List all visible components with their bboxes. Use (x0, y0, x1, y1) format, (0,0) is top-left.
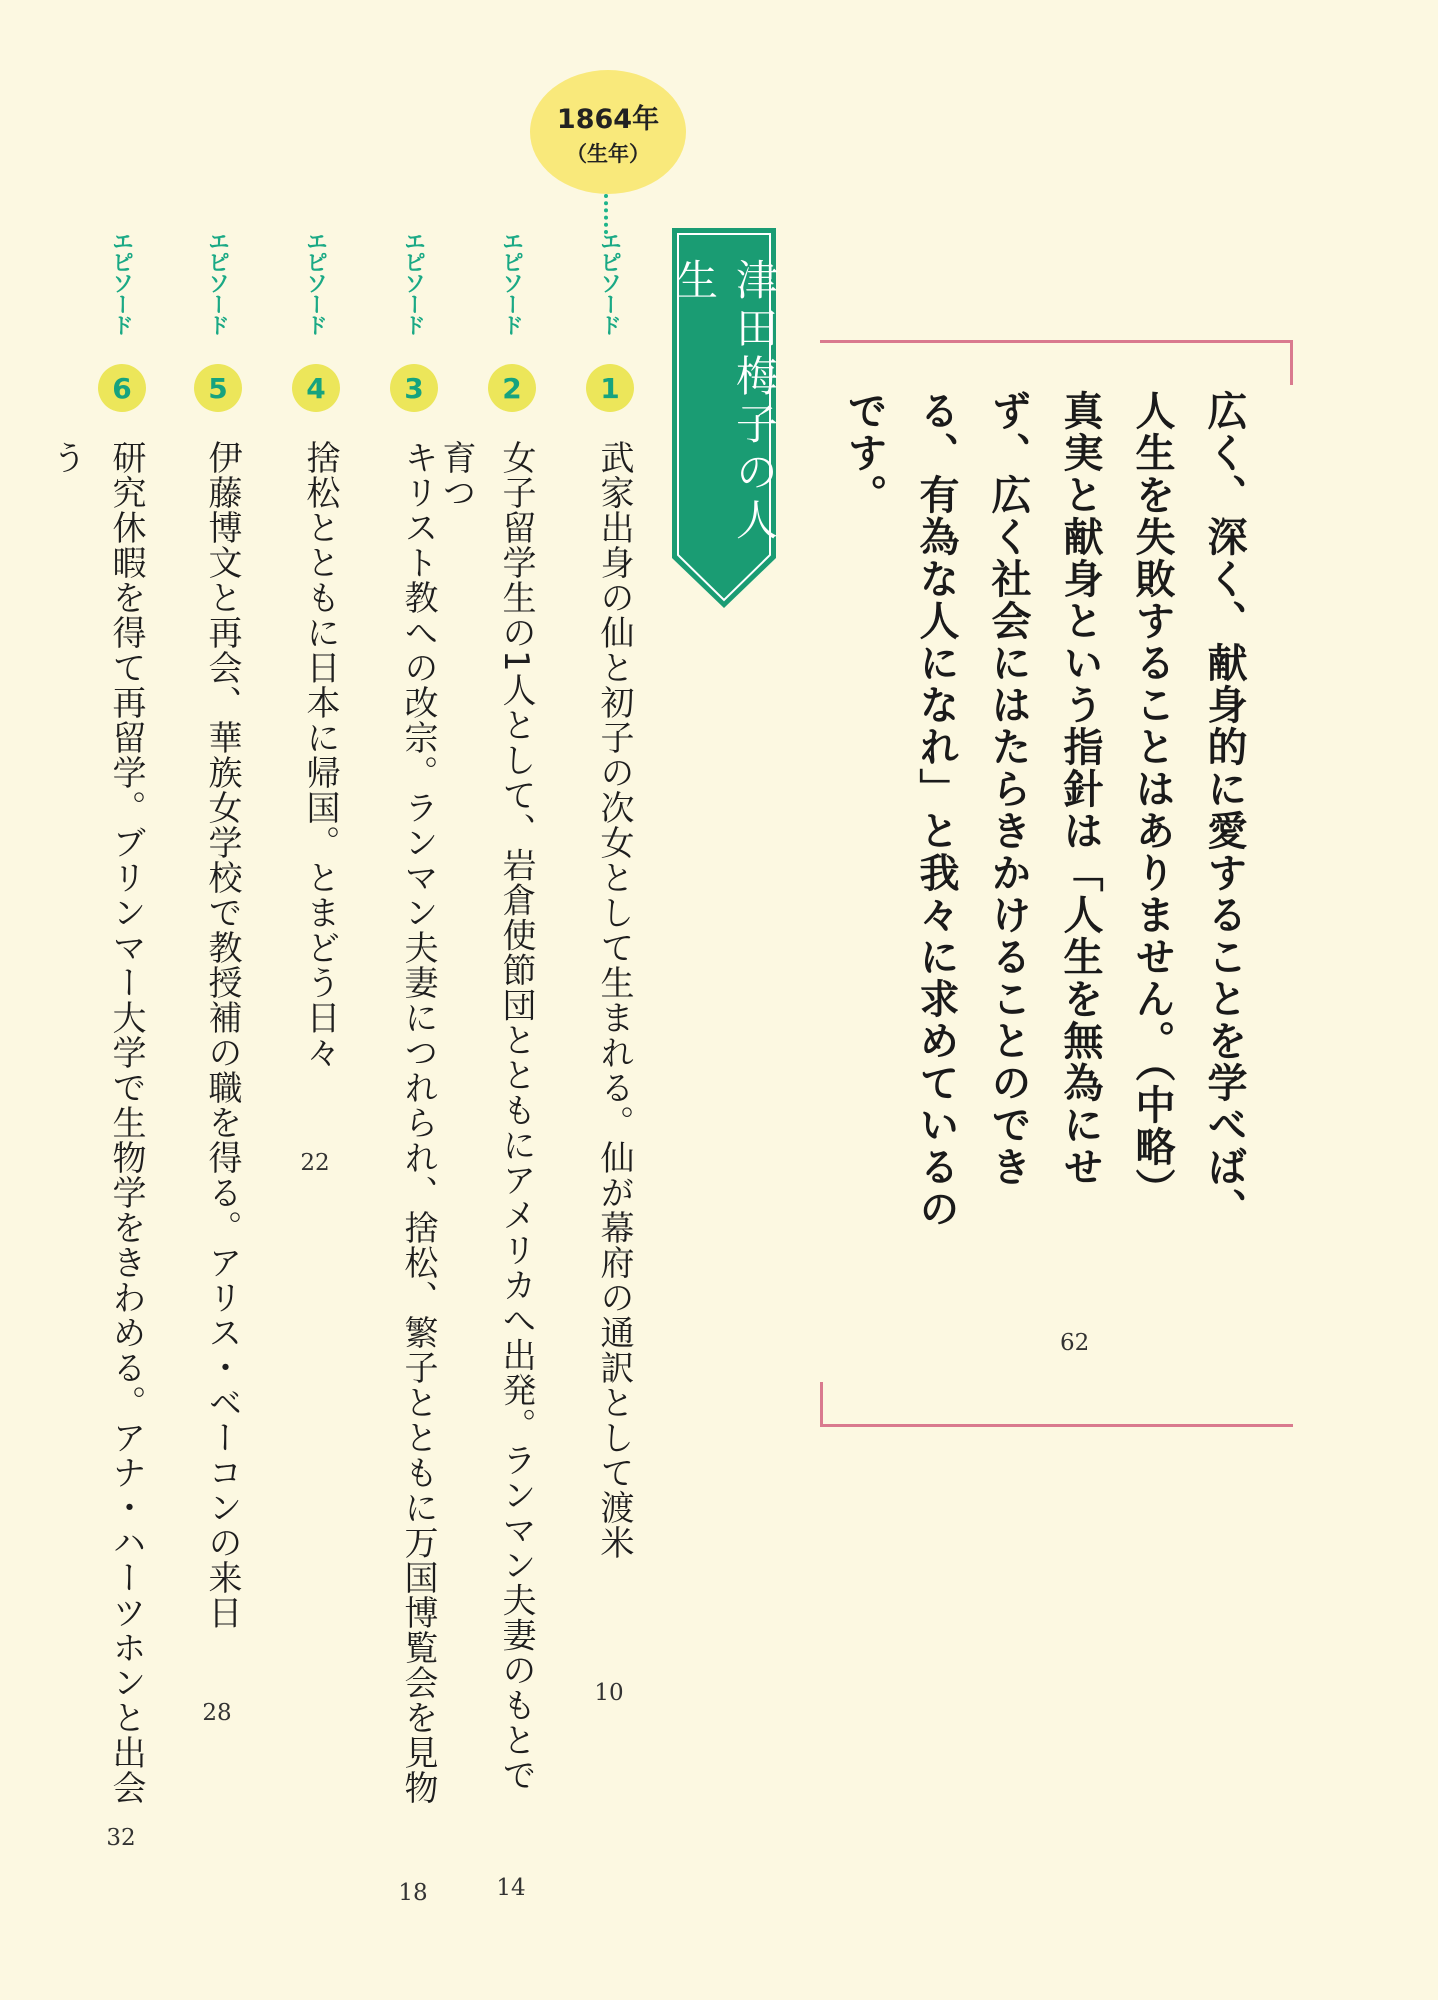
episode-page-number: 18 (398, 1880, 428, 1906)
episode-number-badge: 1 (586, 364, 634, 412)
episode-page-number: 28 (202, 1700, 232, 1726)
episode-text: 女子留学生の1人として、岩倉使節団とともにアメリカへ出発。ランマン夫妻のもとで育つ (436, 440, 536, 1793)
episode-number-badge: 3 (390, 364, 438, 412)
episode-4 (272, 230, 358, 1900)
quote-bracket-bottom (820, 1382, 1293, 1427)
episode-label: エピソード (204, 230, 230, 335)
birth-year-caption: （生年） (566, 141, 650, 166)
episode-label: エピソード (400, 230, 426, 335)
episode-1 (566, 230, 652, 1900)
quote-text: 広く、深く、献身的に愛することを学べば、人生を失敗することはありません。（中略）真実と献身という指針は「人生を無為にせず、広く社会にはたらきかけることのできる、有為な人になれ」と我々に求めているのです。 (841, 390, 1247, 1230)
episode-number-badge: 6 (98, 364, 146, 412)
page-title: 津田梅子の人生 (670, 258, 779, 546)
episode-number-badge: 5 (194, 364, 242, 412)
episode-5 (174, 230, 260, 1900)
title-banner (670, 228, 779, 608)
episode-label: エピソード (498, 230, 524, 335)
quote-bracket-top (820, 340, 1293, 385)
episode-text: 研究休暇を得て再留学。ブリンマー大学で生物学をきわめる。アナ・ハーツホンと出会う (46, 440, 146, 1805)
quote-page-number: 62 (1060, 1330, 1090, 1356)
episode-6 (46, 230, 164, 1900)
episode-label: エピソード (108, 230, 134, 335)
episode-2 (436, 230, 554, 1901)
episode-label: エピソード (302, 230, 328, 335)
episode-number-badge: 2 (488, 364, 536, 412)
episode-page-number: 10 (594, 1680, 624, 1706)
episode-text: 捨松とともに日本に帰国。とまどう日々 (300, 440, 340, 1070)
quote-block (820, 340, 1300, 1440)
episode-label: エピソード (596, 230, 622, 335)
episode-number-badge: 4 (292, 364, 340, 412)
episode-page-number: 22 (300, 1150, 330, 1176)
birth-year: 1864年 (556, 103, 660, 135)
birth-year-bubble (530, 70, 686, 194)
episode-3 (370, 230, 456, 1906)
episode-page-number: 32 (106, 1825, 136, 1851)
episode-text: キリスト教への改宗。ランマン夫妻につれられ、捨松、繁子とともに万国博覧会を見物 (398, 440, 438, 1805)
timeline-dots (604, 194, 614, 234)
episode-text: 伊藤博文と再会、華族女学校で教授補の職を得る。アリス・ベーコンの来日 (202, 440, 242, 1630)
episode-page-number: 14 (496, 1875, 526, 1901)
episode-text: 武家出身の仙と初子の次女として生まれる。仙が幕府の通訳として渡米 (594, 440, 634, 1560)
